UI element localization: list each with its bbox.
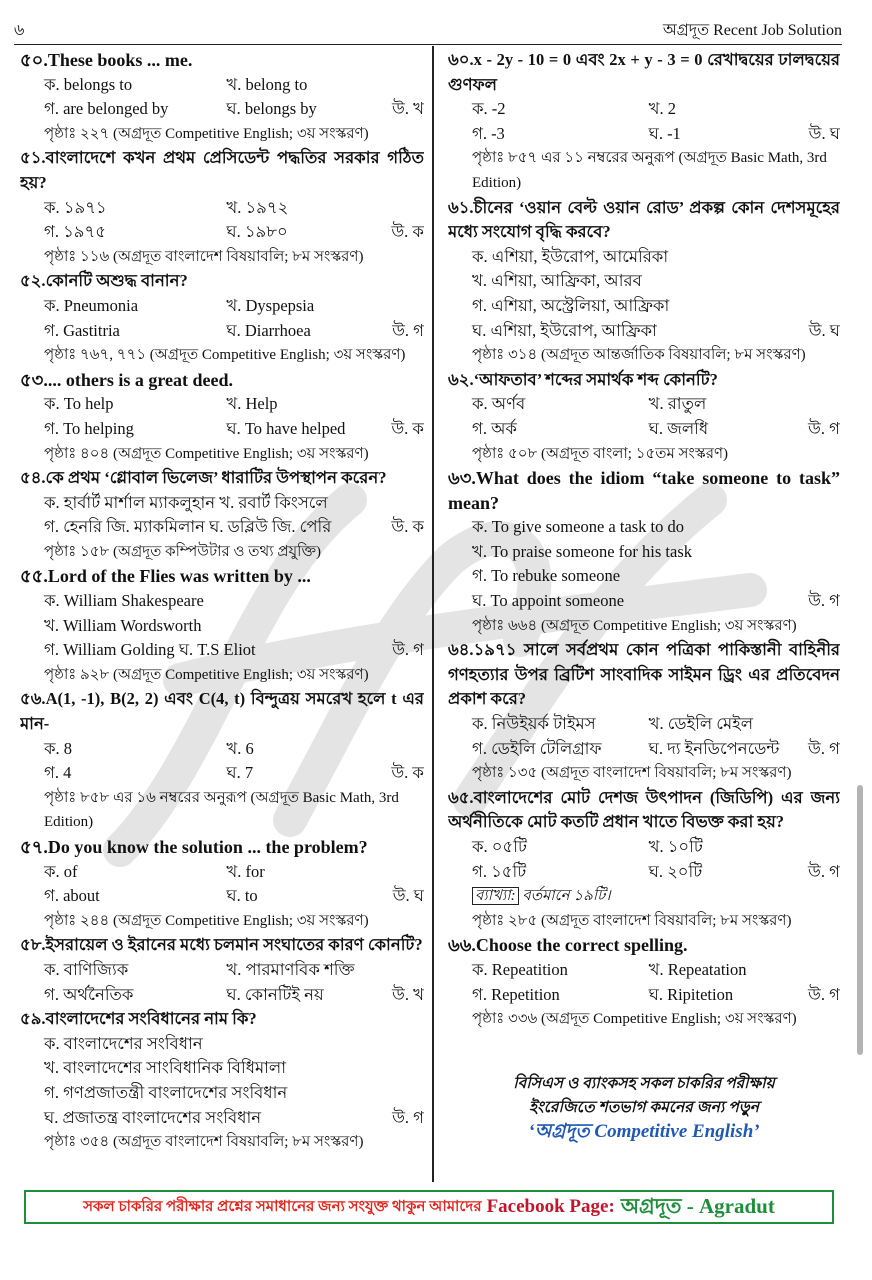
option-kha: খ. রবার্ট কিংসলে [219,492,328,512]
option-ga: গ. 4 [44,763,72,783]
question-text: Do you know the solution ... the problem? [47,837,368,857]
answer: উ. ঘ [808,123,840,143]
option-ga: গ. -3 [472,123,505,143]
option-ga: গ. Gastitria [44,320,120,340]
answer: উ. গ [808,738,840,758]
question-text: বাংলাদেশের মোট দেশজ উৎপাদন (জিডিপি) এর জন্য অর্থনীতিকে মোট কতটি প্রধান খাতে বিভক্ত করা হয়? [448,787,840,832]
question-text: ১৯৭১ সালে সর্বপ্রথম কোন পত্রিকা পাকিস্তানী বাহিনীর গণহত্যার উপর ব্রিটিশ সাংবাদিক সাইমন ড্রিং এর প্রতিবেদন প্রকাশ করে? [448,640,840,709]
option-gha: ঘ. ১৯৮০ [226,222,288,242]
answer: উ. গ [392,640,424,660]
option-ga: গ. অর্ক [472,418,517,438]
answer: উ. ঘ [392,886,424,906]
right-column [448,48,840,1182]
footer-banner [24,1190,834,1224]
question-65 [448,786,840,934]
question-number: ৬৬. [448,935,476,956]
answer: উ. ক [391,418,424,438]
option-kha: খ. ডেইলি মেইল [648,714,754,734]
question-60 [448,48,840,196]
question-52 [20,269,424,367]
option-ka: ক. of [44,861,78,881]
option-ka: ক. হার্বার্ট মার্শাল ম্যাকলুহান [44,492,216,512]
question-text: কোনটি অশুদ্ধ বানান? [45,271,188,291]
option-ga: গ. ১৯৭৫ [44,222,106,242]
explanation [448,884,840,909]
reference: পৃষ্ঠাঃ ৬৬৪ (অগ্রদূত Competitive English; ৩য় সংস্করণ) [472,617,797,634]
option-gha: ঘ. দ্য ইনডিপেনডেন্ট [648,738,780,758]
question-56 [20,687,424,835]
footer-facebook-label: Facebook Page: [486,1196,615,1217]
option-gha: ঘ. to [226,886,258,906]
question-57 [20,835,424,933]
option-ka: ক. To give someone a task to do [472,517,685,537]
answer: উ. গ [392,1107,424,1127]
option-kha: খ. belong to [226,74,308,94]
question-number: ৬০. [448,50,474,69]
reference: পৃষ্ঠাঃ ৯২৮ (অগ্রদূত Competitive English; ৩য় সংস্করণ) [44,666,369,683]
question-53 [20,368,424,466]
option-ga: গ. হেনরি জি. ম্যাকমিলান [44,517,206,537]
question-62 [448,368,840,466]
option-ga: গ. এশিয়া, অস্ট্রেলিয়া, আফ্রিকা [472,295,670,315]
answer: উ. গ [808,591,840,611]
option-ga: গ. William Golding [44,640,175,660]
reference: পৃষ্ঠাঃ ১১৬ (অগ্রদূত বাংলাদেশ বিষয়াবলি; ৮ম সংস্করণ) [44,248,364,265]
option-ga: গ. Repetition [472,984,560,1004]
question-number: ৫১. [20,148,46,168]
reference: পৃষ্ঠাঃ ৩৫৪ (অগ্রদূত বাংলাদেশ বিষয়াবলি; ৮ম সংস্করণ) [44,1134,364,1151]
question-number: ৬৪. [448,640,474,660]
option-gha: ঘ. To appoint someone [472,591,625,611]
question-text: Lord of the Flies was written by ... [47,566,311,587]
option-ga: গ. ১৫টি [472,861,527,881]
reference: পৃষ্ঠাঃ ৮৫৮ এর ১৬ নম্বরের অনুরূপ (অগ্রদূত Basic Math, 3rd Edition) [44,789,399,831]
question-text: What does the idiom “take someone to task” mean? [448,468,840,513]
question-text: These books ... me. [47,50,193,70]
option-kha: খ. ১৯৭২ [226,197,289,217]
option-ka: ক. William Shakespeare [44,591,204,611]
answer: উ. খ [392,984,424,1004]
question-51 [20,146,424,269]
reference: পৃষ্ঠাঃ ৭৬৭, ৭৭১ (অগ্রদূত Competitive English; ৩য় সংস্করণ) [44,347,406,364]
question-66 [448,933,840,1031]
question-text: ... others is a great deed. [47,369,234,390]
question-number: ৫৮. [20,935,46,955]
option-ka: ক. Repeatition [472,959,568,979]
option-kha: খ. রাতুল [648,394,707,414]
question-text: বাংলাদেশের সংবিধানের নাম কি? [45,1009,257,1029]
explanation-text: বর্তমানে ১৯টি। [522,888,611,905]
answer: উ. ক [391,763,424,783]
answer: উ. গ [808,418,840,438]
question-text: ‘আফতাব’ শব্দের সমার্থক শব্দ কোনটি? [473,369,718,389]
option-gha: ঘ. Diarrhoea [226,320,311,340]
option-gha: ঘ. Ripitetion [648,984,734,1004]
answer: উ. ক [391,517,424,537]
promo-line-1: বিসিএস ও ব্যাংকসহ সকল চাকরির পরীক্ষায় [513,1075,775,1092]
question-54 [20,466,424,564]
question-58 [20,933,424,1007]
option-ga: গ. about [44,886,100,906]
scrollbar[interactable] [857,785,863,1055]
option-gha: ঘ. কোনটিই নয় [226,984,324,1004]
option-kha: খ. William Wordsworth [44,615,202,635]
option-kha: খ. for [226,861,265,881]
option-kha: খ. Repeatation [648,959,747,979]
answer: উ. ঘ [808,320,840,340]
reference: পৃষ্ঠাঃ ৩১৪ (অগ্রদূত আন্তর্জাতিক বিষয়াবলি; ৮ম সংস্করণ) [472,347,806,364]
answer: উ. গ [392,320,424,340]
question-number: ৫০. [20,50,48,70]
question-64 [448,638,840,786]
question-text: x - 2y - 10 = 0 এবং 2x + y - 3 = 0 রেখাদ্বয়ের ঢালদ্বয়ের গুণফল [448,50,840,94]
option-kha: খ. 6 [226,738,254,758]
option-ka: ক. To help [44,394,114,414]
option-ka: ক. ০৫টি [472,837,527,856]
explanation-label: ব্যাখ্যা: [472,887,519,905]
option-ka: ক. 8 [44,738,73,758]
option-kha: খ. পারমাণবিক শক্তি [226,959,355,979]
question-61 [448,196,840,368]
reference: পৃষ্ঠাঃ ৩৩৬ (অগ্রদূত Competitive English; ৩য় সংস্করণ) [472,1011,797,1028]
reference: পৃষ্ঠাঃ ৫০৮ (অগ্রদূত বাংলা; ১৫তম সংস্করণ) [472,445,729,462]
question-number: ৫৬. [20,689,46,709]
option-gha: ঘ. জলধি [648,418,709,438]
question-number: ৫৭. [20,837,48,857]
option-ka: ক. নিউইয়র্ক টাইমস [472,714,596,734]
option-ga: গ. are belonged by [44,99,169,119]
option-gha: ঘ. 7 [226,763,254,783]
option-ka: ক. belongs to [44,74,133,94]
page-title: অগ্রদূত Recent Job Solution [662,22,842,39]
option-gha: ঘ. ডব্লিউ জি. পেরি [209,517,332,537]
left-column [20,48,424,1182]
question-text: ইসরায়েল ও ইরানের মধ্যে চলমান সংঘাতের কারণ কোনটি? [45,935,423,955]
question-55 [20,564,424,687]
question-number: ৫৯. [20,1009,46,1029]
option-gha: ঘ. belongs by [226,99,317,119]
option-ga: গ. To rebuke someone [472,566,621,586]
page-number: ৬ [14,22,25,39]
answer: উ. ক [391,222,424,242]
question-number: ৫৪. [20,468,46,488]
reference: পৃষ্ঠাঃ ২৮৫ (অগ্রদূত বাংলাদেশ বিষয়াবলি; ৮ম সংস্করণ) [472,912,792,929]
option-ga: গ. অর্থনৈতিক [44,984,134,1004]
reference: পৃষ্ঠাঃ ৮৫৭ এর ১১ নম্বরের অনুরূপ (অগ্রদূত Basic Math, 3rd Edition) [472,150,827,191]
option-gha: ঘ. To have helped [226,418,346,438]
question-number: ৬৩. [448,468,476,489]
question-number: ৬৫. [448,787,474,807]
option-ga: গ. গণপ্রজাতন্ত্রী বাংলাদেশের সংবিধান [44,1082,288,1102]
question-number: ৬১. [448,197,474,217]
promo-book-title: ‘অগ্রদূত Competitive English’ [528,1121,760,1142]
reference: পৃষ্ঠাঃ ১৫৮ (অগ্রদূত কম্পিউটার ও তথ্য প্রযুক্তি) [44,543,322,560]
option-ka: ক. বাণিজ্যিক [44,959,129,979]
option-ga: গ. ডেইলি টেলিগ্রাফ [472,738,602,758]
option-ga: গ. To helping [44,418,134,438]
reference: পৃষ্ঠাঃ ২৪৪ (অগ্রদূত Competitive English; ৩য় সংস্করণ) [44,912,369,929]
question-63 [448,466,840,638]
question-number: ৫২. [20,271,46,291]
option-kha: খ. Help [226,394,278,414]
question-number: ৫৫. [20,566,48,587]
option-gha: ঘ. এশিয়া, ইউরোপ, আফ্রিকা [472,320,657,340]
option-ka: ক. Pneumonia [44,295,139,315]
footer-text: সকল চাকরির পরীক্ষার প্রশ্নের সমাধানের জন্য সংযুক্ত থাকুন আমাদের [83,1198,482,1215]
reference: পৃষ্ঠাঃ ১৩৫ (অগ্রদূত বাংলাদেশ বিষয়াবলি; ৮ম সংস্করণ) [472,765,792,782]
option-kha: খ. ১০টি [648,837,703,856]
question-number: ৫৩. [20,369,48,390]
promo-box [448,1072,840,1144]
option-kha: খ. To praise someone for his task [472,541,693,561]
question-text: চীনের ‘ওয়ান বেল্ট ওয়ান রোড’ প্রকল্প কোন দেশসমূহের মধ্যে সংযোগ বৃদ্ধি করবে? [448,197,840,242]
question-number: ৬২. [448,369,474,389]
answer: উ. খ [392,99,424,119]
option-ka: ক. ১৯৭১ [44,197,107,217]
page-header [14,18,842,45]
question-text: A(1, -1), B(2, 2) এবং C(4, t) বিন্দুত্রয় সমরেখ হলে t এর মান- [20,689,424,734]
option-ka: ক. -2 [472,99,506,119]
option-kha: খ. এশিয়া, আফ্রিকা, আরব [472,271,642,291]
option-gha: ঘ. প্রজাতন্ত্র বাংলাদেশের সংবিধান [44,1107,262,1127]
reference: পৃষ্ঠাঃ ২২৭ (অগ্রদূত Competitive English; ৩য় সংস্করণ) [44,125,369,142]
footer-brand-link[interactable]: অগ্রদূত - Agradut [620,1193,775,1218]
option-ka: ক. বাংলাদেশের সংবিধান [44,1033,203,1053]
option-gha: ঘ. -1 [648,123,681,143]
option-ka: ক. অর্ণব [472,394,526,414]
question-50 [20,48,424,146]
column-divider [432,46,434,1182]
question-text: Choose the correct spelling. [475,935,688,956]
promo-line-2: ইংরেজিতে শতভাগ কমনের জন্য পড়ুন [528,1099,760,1116]
reference: পৃষ্ঠাঃ ৪০৪ (অগ্রদূত Competitive English; ৩য় সংস্করণ) [44,445,369,462]
answer: উ. গ [808,861,840,881]
question-text: বাংলাদেশে কখন প্রথম প্রেসিডেন্ট পদ্ধতির সরকার গঠিত হয়? [20,148,424,192]
option-kha: খ. 2 [648,99,676,119]
option-gha: ঘ. ২০টি [648,861,703,881]
answer: উ. গ [808,984,840,1004]
option-ka: ক. এশিয়া, ইউরোপ, আমেরিকা [472,246,669,266]
question-59 [20,1007,424,1155]
question-text: কে প্রথম ‘গ্লোবাল ভিলেজ’ ধারাটির উপস্থাপন করেন? [45,468,387,488]
option-kha: খ. Dyspepsia [226,295,315,315]
option-gha: ঘ. T.S Eliot [178,640,256,660]
option-kha: খ. বাংলাদেশের সাংবিধানিক বিধিমালা [44,1058,286,1078]
